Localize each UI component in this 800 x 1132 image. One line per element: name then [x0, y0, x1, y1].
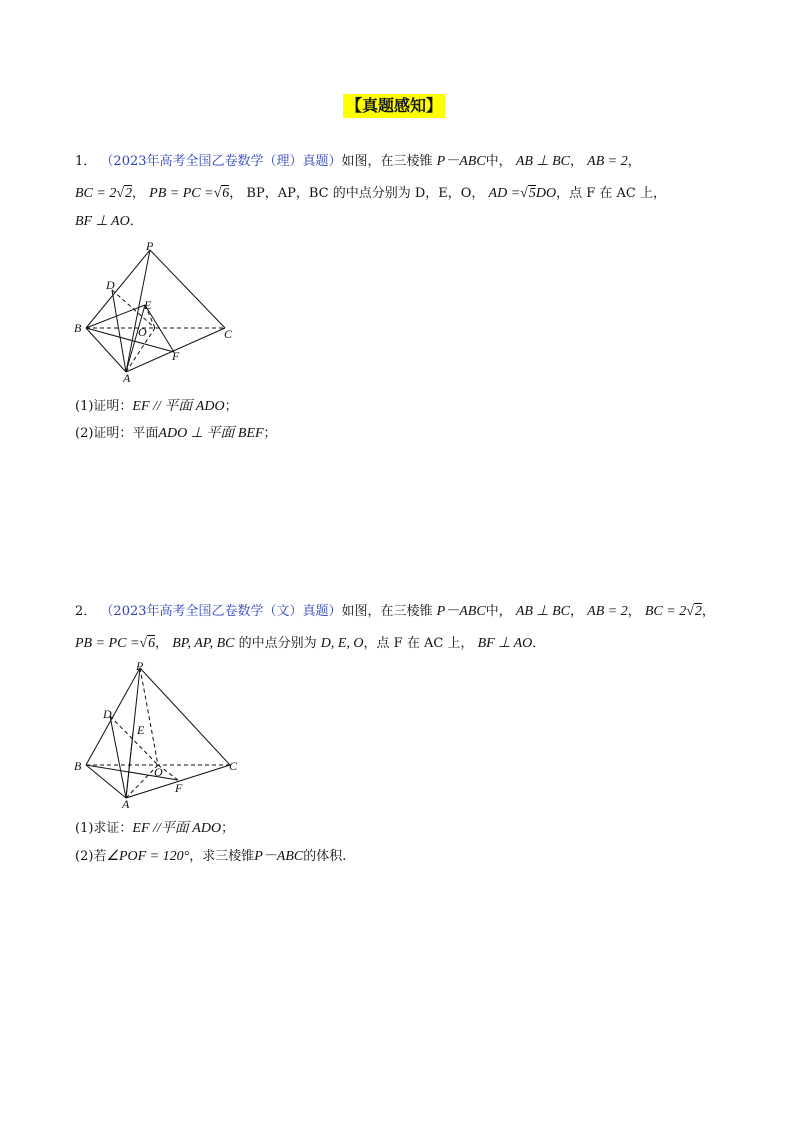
- q1-label-b: B: [74, 321, 82, 335]
- q2-ab-perp-bc: AB ⊥ BC: [515, 604, 571, 619]
- q1-point-f: ，点 F 在 AC 上，: [556, 186, 666, 201]
- q2-pabc: P－ABC: [436, 604, 486, 619]
- q1-bc-rad: 2: [125, 186, 133, 201]
- q2-part2-math: ∠POF = 120°: [106, 849, 190, 864]
- q2-bc-rad: 2: [694, 604, 702, 619]
- q2-label-o: O: [154, 765, 163, 779]
- q1-figure-tetrahedron: [70, 240, 240, 385]
- q1-part2: [75, 425, 277, 443]
- q2-ab-eq: AB = 2: [587, 604, 628, 619]
- q2-label-f: F: [175, 781, 183, 795]
- q2-number: 2．: [75, 604, 97, 619]
- q1-source: （2023年高考全国乙卷数学（理）真题）: [100, 154, 342, 169]
- q2-bc-eq: BC = 2: [644, 604, 687, 619]
- q2-part2-prefix: (2)若: [75, 849, 107, 864]
- q1-part1-suffix: ；: [224, 399, 238, 414]
- q2-part1: [75, 820, 234, 838]
- q2-bf-perp-ao: BF ⊥ AO: [477, 636, 533, 651]
- q2-period: ．: [532, 636, 546, 651]
- q1-number: 1．: [75, 154, 97, 169]
- q1-bc-eq: BC = 2: [75, 186, 117, 201]
- q1-label-o: O: [138, 325, 147, 339]
- q1-text2: 中，: [485, 154, 512, 169]
- q1-text1: 如图，在三棱锥: [341, 154, 433, 169]
- q2-part2: [75, 848, 346, 866]
- q1-bf-perp-ao: BF ⊥ AO: [75, 214, 130, 229]
- q1-part1: [75, 398, 238, 416]
- q1-ad-rad: 5: [528, 186, 536, 201]
- q2-point-f: ，点 F 在 AC 上，: [363, 636, 474, 651]
- q2-text1: 如图，在三棱锥: [341, 604, 433, 619]
- q2-part2-mid: ，求三棱锥: [189, 849, 255, 864]
- q2-part2-suffix: 的体积.: [303, 849, 347, 864]
- q2-label-b: B: [74, 759, 82, 773]
- q1-midpoints: BP，AP，BC 的中点分别为 D，E，O，: [246, 186, 485, 201]
- q1-label-p: P: [146, 240, 154, 253]
- q1-line-1: 1． （2023年高考全国乙卷数学（理）真题）如图，在三棱锥 P－ABC中， AB ⊥ BC， AB = 2，: [75, 154, 641, 169]
- q2-figure-tetrahedron: [70, 660, 240, 810]
- q1-period: ．: [129, 214, 143, 229]
- q1-line-2: BC = 2√2， PB = PC =√6， BP，AP，BC 的中点分别为 D，E，O， AD =√5DO，点 F 在 AC 上，: [75, 186, 666, 201]
- q1-ab-eq: AB = 2: [587, 154, 628, 169]
- q2-label-d: D: [103, 707, 112, 721]
- q2-label-a: A: [122, 797, 130, 810]
- q2-midpoints-a: BP, AP, BC: [172, 636, 235, 651]
- q2-part1-suffix: ；: [221, 821, 235, 836]
- q1-label-d: D: [106, 278, 115, 292]
- q2-part1-math: EF //平面 ADO: [132, 821, 222, 836]
- q2-midpoints-c: D, E, O: [320, 636, 364, 651]
- q2-source: （2023年高考全国乙卷数学（文）真题）: [100, 604, 342, 619]
- q2-label-c: C: [229, 759, 238, 773]
- q2-midpoints-b: 的中点分别为: [238, 636, 317, 651]
- q1-ab-perp-bc: AB ⊥ BC: [515, 154, 571, 169]
- q1-line-3: [75, 213, 143, 231]
- q2-part1-prefix: (1)求证：: [75, 821, 133, 836]
- q2-text2: 中，: [485, 604, 512, 619]
- q1-part2-suffix: ；: [263, 426, 277, 441]
- q2-pb-pc-eq: PB = PC =: [75, 636, 140, 651]
- q2-line-1: 2． （2023年高考全国乙卷数学（文）真题）如图，在三棱锥 P－ABC中， AB ⊥ BC， AB = 2， BC = 2√2，: [75, 604, 715, 619]
- q1-part2-math: ADO ⊥ 平面 BEF: [158, 426, 264, 441]
- q2-line-2: PB = PC =√6， BP, AP, BC 的中点分别为 D, E, O，点 F 在 AC 上， BF ⊥ AO．: [75, 636, 546, 651]
- q2-label-p: P: [136, 660, 144, 673]
- q1-pabc: P－ABC: [436, 154, 486, 169]
- q2-part2-pabc: P－ABC: [254, 849, 304, 864]
- section-title: 【真题感知】: [343, 94, 445, 118]
- q2-label-e: E: [137, 723, 145, 737]
- q1-ad-eq: AD =: [488, 186, 521, 201]
- q1-pb-rad: 6: [222, 186, 230, 201]
- q1-pb-pc-eq: PB = PC =: [149, 186, 214, 201]
- q1-ad-tail: DO: [535, 186, 557, 201]
- q1-part1-prefix: (1)证明：: [75, 399, 133, 414]
- q1-label-a: A: [123, 371, 131, 385]
- q1-label-f: F: [172, 349, 180, 363]
- q2-pb-rad: 6: [148, 636, 156, 651]
- q1-label-e: E: [144, 298, 152, 312]
- q1-part2-prefix: (2)证明：平面: [75, 426, 159, 441]
- q1-part1-math: EF // 平面 ADO: [132, 399, 225, 414]
- q1-label-c: C: [224, 327, 233, 341]
